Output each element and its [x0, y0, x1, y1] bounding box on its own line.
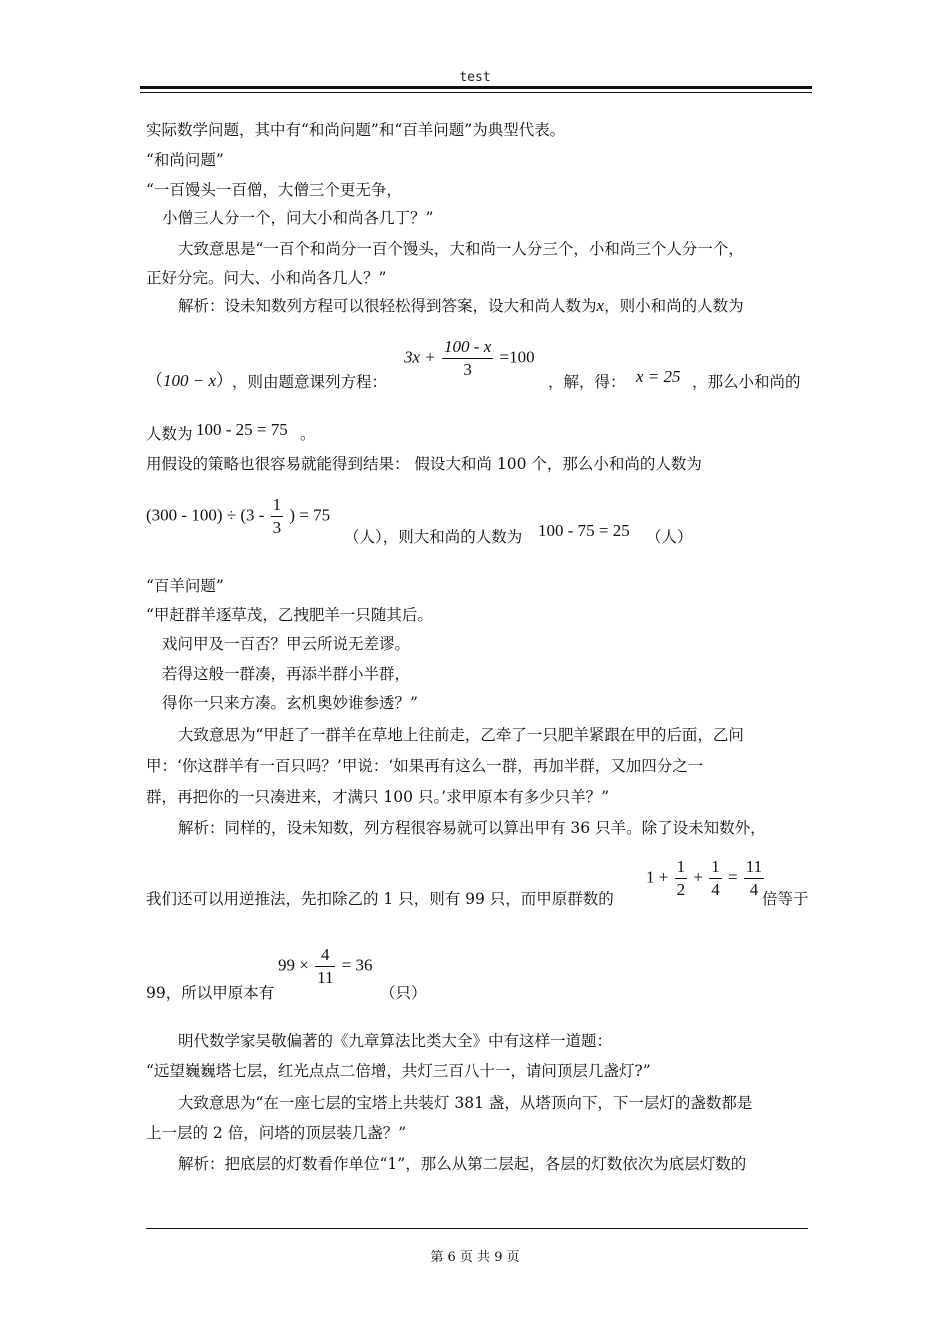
section-title: “和尚问题”	[146, 151, 224, 169]
fraction-numerator: 1	[271, 494, 284, 517]
paragraph-line: 用假设的策略也很容易就能得到结果： 假设大和尚 100 个，那么小和尚的人数为	[146, 455, 702, 473]
text-span: 我们还可以用逆推法，先扣除乙的 1 只，则有 99 只，而甲原群数的	[146, 890, 614, 908]
poem-line: “远望巍巍塔七层，红光点点二倍增，共灯三百八十一，请问顶层几盏灯?”	[146, 1062, 651, 1080]
paragraph-line: 正好分完。问大、小和尚各几人？”	[146, 269, 387, 287]
text-span: （人）	[646, 528, 693, 546]
poem-line: “一百馒头一百僧，大僧三个更无争，	[146, 181, 402, 199]
paragraph-line: 大致意思是“一百个和尚分一百个馒头，大和尚一人分三个，小和尚三个人分一个，	[178, 240, 744, 258]
paren-close: ）	[216, 371, 234, 390]
text-span: （只）	[380, 984, 427, 1002]
fraction-numerator: 4	[315, 944, 335, 967]
paragraph-line: 大致意思为“甲赶了一群羊在草地上往前走，乙牵了一只肥羊紧跟在甲的后面，乙问	[178, 726, 744, 744]
fraction-denominator: 4	[749, 880, 759, 899]
poem-line: 小僧三人分一个，问大小和尚各几丁？”	[162, 209, 434, 227]
fraction	[709, 856, 722, 901]
text-span: ，解，得：	[548, 373, 626, 391]
poem-line: “甲赶群羊逐草茂，乙拽肥羊一只随其后。	[146, 606, 433, 624]
fraction	[675, 856, 688, 901]
text-span: 人数为	[146, 425, 193, 443]
fraction-numerator: 1	[709, 856, 722, 879]
text-span: ，则小和尚的人数为	[604, 297, 744, 315]
math-expression: 100 - 75 = 25	[538, 521, 630, 540]
math-expression	[146, 366, 233, 391]
fraction	[315, 944, 335, 989]
paragraph-line: 群，再把你的一只凑进来，才满只 100 只。’求甲原本有多少只羊？”	[146, 788, 610, 806]
equation-lhs: 3x +	[404, 347, 436, 367]
text-span: ，则由题意课列方程：	[232, 373, 388, 391]
section-title: “百羊问题”	[146, 577, 224, 595]
poem-line: 若得这般一群凑，再添半群小半群，	[162, 665, 411, 683]
text-span: ，那么小和尚的	[692, 373, 801, 391]
poem-line: 得你一只来方凑。玄机奥妙谁参透？”	[162, 694, 418, 712]
paragraph-line: 甲：‘你这群羊有一百只吗？’甲说：‘如果再有这么一群，再加半群，又加四分之一	[146, 757, 704, 775]
paren-open: （	[146, 371, 163, 390]
equation-operator: +	[693, 867, 703, 887]
fraction-denominator: 2	[676, 880, 686, 899]
paragraph-line: 明代数学家吴敬偏著的《九章算法比类大全》中有这样一道题：	[178, 1032, 613, 1050]
solution: x = 25	[636, 367, 681, 386]
text-line: 实际数学问题，其中有“和尚问题”和“百羊问题”为典型代表。	[146, 121, 566, 139]
equation	[146, 494, 330, 539]
equation	[278, 944, 373, 989]
fraction-denominator: 3	[463, 360, 472, 379]
poem-line: 戏问甲及一百否？甲云所说无差谬。	[162, 635, 411, 653]
text-span: 99，所以甲原本有	[146, 984, 275, 1002]
paragraph-line: 解析：同样的，设未知数，列方程很容易就可以算出甲有 36 只羊。除了设未知数外，	[178, 819, 766, 837]
equation-rhs: ) = 75	[289, 505, 331, 525]
paragraph-line: 上一层的 2 倍，问塔的顶层装几盏？”	[146, 1124, 407, 1142]
math-term: 100 − x	[163, 371, 217, 390]
equation	[404, 336, 535, 381]
header-rule-thick	[140, 86, 812, 89]
text-span: 解析：设未知数列方程可以很轻松得到答案，设大和尚人数为	[178, 297, 597, 315]
fraction	[442, 336, 493, 381]
page-header: test	[459, 70, 491, 85]
equation	[646, 856, 766, 901]
header-rule-thin	[140, 92, 812, 93]
fraction-denominator: 4	[711, 880, 720, 899]
equation-result: = 36	[341, 955, 373, 975]
equation-operator: =	[727, 867, 738, 887]
equation-term: 99 ×	[278, 955, 309, 975]
math-expression: 100 - 25 = 75	[196, 420, 288, 439]
fraction-numerator: 11	[744, 856, 764, 879]
fraction	[271, 494, 284, 539]
text-span: 。	[300, 425, 316, 443]
fraction-denominator: 11	[317, 968, 334, 987]
fraction-denominator: 3	[272, 518, 282, 537]
fraction-numerator: 1	[675, 856, 688, 879]
fraction-numerator: 100 - x	[442, 336, 493, 359]
text-span: 倍等于	[762, 890, 809, 908]
paragraph-line: 大致意思为“在一座七层的宝塔上共装灯 381 盏，从塔顶向下，下一层灯的盏数都是	[178, 1094, 753, 1112]
paragraph-line	[178, 296, 744, 316]
footer-rule	[146, 1228, 808, 1229]
equation-term: 1 +	[646, 867, 669, 887]
text-span: （人），则大和尚的人数为	[344, 528, 523, 546]
equation-rhs: =100	[499, 347, 535, 367]
page-number: 第 6 页 共 9 页	[430, 1250, 520, 1265]
paragraph-line: 解析：把底层的灯数看作单位“1”，那么从第二层起，各层的灯数依次为底层灯数的	[178, 1155, 747, 1173]
math-variable: x	[596, 296, 605, 315]
equation-lhs: (300 - 100) ÷ (3 -	[146, 505, 265, 525]
